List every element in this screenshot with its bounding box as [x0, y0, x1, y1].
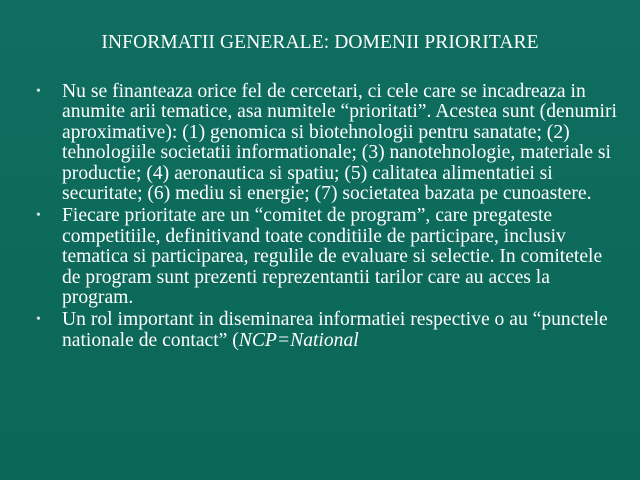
slide-title: INFORMATII GENERALE: DOMENII PRIORITARE: [101, 32, 539, 53]
bullet-text: Un rol important in diseminarea informatiei respective o au “punctele nationale de contact” (: [62, 309, 608, 351]
bullet-marker: •: [36, 84, 41, 99]
bullet-marker: •: [36, 312, 41, 328]
bullet-text: Fiecare prioritate are un “comitet de program”, care pregateste competitiile, definitivand toate conditiile de participare, inclusiv tematica si participarea, regulile de evaluare si selectie. In comitetele de program sunt prezenti reprezentantii tarilor care au acces la program.: [62, 205, 603, 309]
bullet-item-program-committee: [36, 206, 622, 308]
bullet-list: [36, 82, 622, 353]
bullet-item-priorities: [36, 82, 622, 204]
bullet-item-contact-points: [36, 310, 622, 351]
bullet-text-italic: NCP=National: [238, 329, 359, 351]
bullet-text: Nu se finanteaza orice fel de cercetari, ci cele care se incadreaza in anumite arii tematice, asa numitele “prioritati”. Acestea sunt (denumiri aproximative): (1) genomica si biotehnologii pentru sanatate; (2) tehnologiile societatii informationale; (3) nanotehnologie, materiale si productie; (4) aeronautica si spatiu; (5) calitatea alimentatiei si securitate; (6) mediu si energie; (7) societatea bazata pe cunoastere.: [62, 81, 617, 205]
bullet-marker: •: [36, 208, 41, 224]
